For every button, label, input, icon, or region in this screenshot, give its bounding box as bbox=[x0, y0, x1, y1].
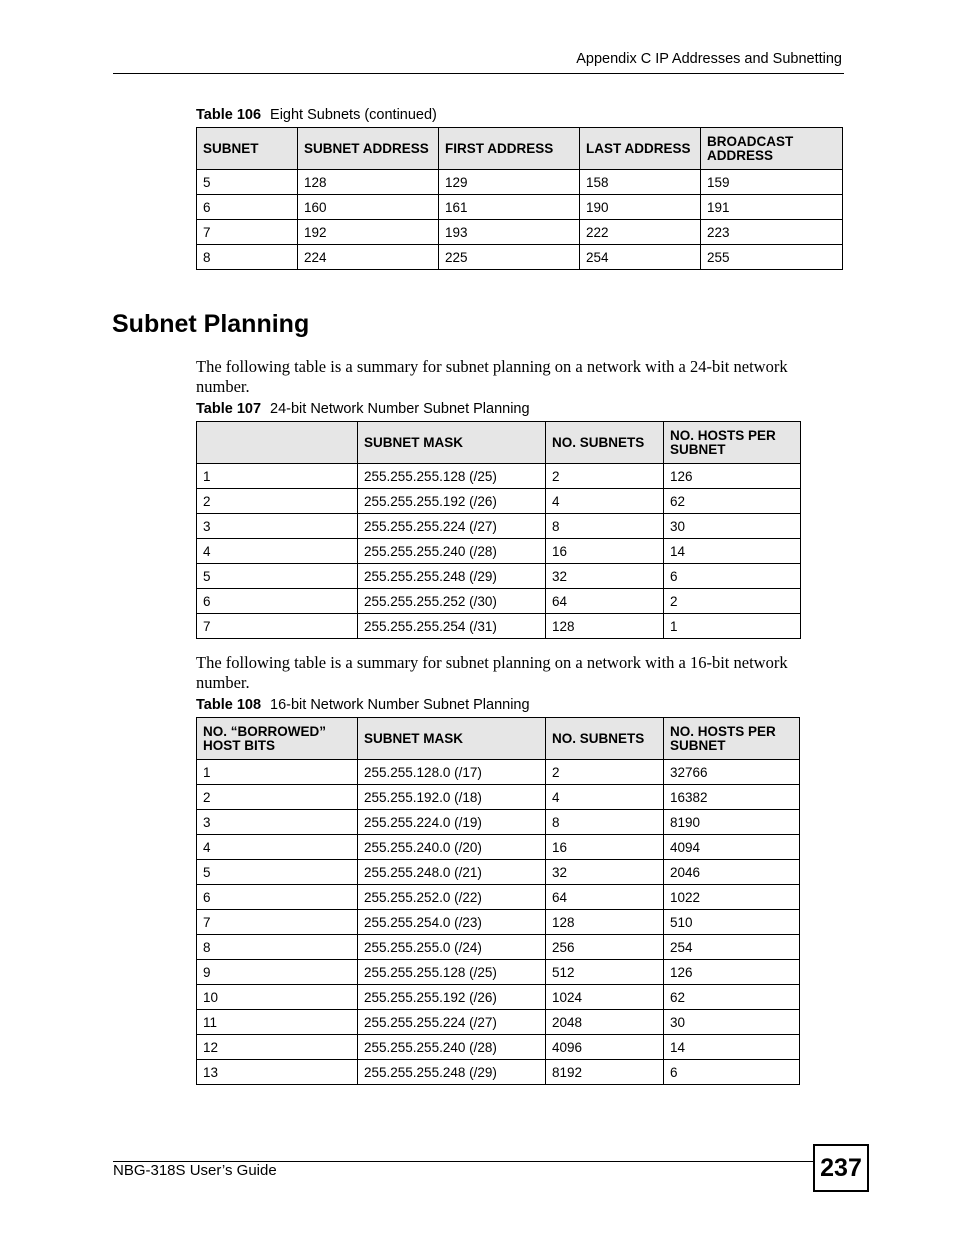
header-divider bbox=[113, 73, 844, 74]
table-cell: 128 bbox=[546, 614, 664, 639]
table-cell: 191 bbox=[701, 195, 843, 220]
table-cell: 192 bbox=[298, 220, 439, 245]
table-106 bbox=[196, 127, 843, 270]
table-cell: 2 bbox=[197, 489, 358, 514]
table-cell: 14 bbox=[664, 539, 801, 564]
paragraph-24bit: The following table is a summary for subnet planning on a network with a 24-bit network number. bbox=[196, 357, 788, 396]
table-cell: 5 bbox=[197, 860, 358, 885]
table-row bbox=[197, 614, 801, 639]
table-row bbox=[197, 464, 801, 489]
table-cell: 128 bbox=[546, 910, 664, 935]
page-number: 237 bbox=[813, 1144, 869, 1192]
table-cell: 126 bbox=[664, 464, 801, 489]
table-cell: 255.255.128.0 (/17) bbox=[358, 760, 546, 785]
table-107-caption bbox=[196, 401, 530, 417]
table-107-header: NO. SUBNETS bbox=[546, 422, 664, 464]
table-cell: 30 bbox=[664, 514, 801, 539]
table-cell: 190 bbox=[580, 195, 701, 220]
table-107-title: 24-bit Network Number Subnet Planning bbox=[270, 401, 530, 417]
table-cell: 255.255.255.248 (/29) bbox=[358, 1060, 546, 1085]
table-row bbox=[197, 785, 800, 810]
table-cell: 9 bbox=[197, 960, 358, 985]
table-cell: 8 bbox=[197, 245, 298, 270]
table-108 bbox=[196, 717, 800, 1085]
table-cell: 129 bbox=[439, 170, 580, 195]
table-row bbox=[197, 514, 801, 539]
table-row bbox=[197, 220, 843, 245]
table-cell: 10 bbox=[197, 985, 358, 1010]
table-cell: 126 bbox=[664, 960, 800, 985]
table-cell: 64 bbox=[546, 885, 664, 910]
table-108-caption bbox=[196, 697, 530, 713]
table-cell: 16382 bbox=[664, 785, 800, 810]
table-107-header: SUBNET MASK bbox=[358, 422, 546, 464]
table-cell: 254 bbox=[580, 245, 701, 270]
table-cell: 8190 bbox=[664, 810, 800, 835]
table-cell: 2 bbox=[197, 785, 358, 810]
table-cell: 4 bbox=[546, 785, 664, 810]
table-cell: 1024 bbox=[546, 985, 664, 1010]
table-108-label: Table 108 bbox=[196, 697, 262, 713]
table-cell: 1022 bbox=[664, 885, 800, 910]
table-cell: 12 bbox=[197, 1035, 358, 1060]
table-cell: 159 bbox=[701, 170, 843, 195]
table-cell: 1 bbox=[197, 760, 358, 785]
table-cell: 2046 bbox=[664, 860, 800, 885]
table-cell: 255 bbox=[701, 245, 843, 270]
table-cell: 5 bbox=[197, 170, 298, 195]
table-cell: 16 bbox=[546, 539, 664, 564]
table-cell: 6 bbox=[664, 564, 801, 589]
table-row bbox=[197, 170, 843, 195]
table-cell: 225 bbox=[439, 245, 580, 270]
table-cell: 4096 bbox=[546, 1035, 664, 1060]
table-row bbox=[197, 1060, 800, 1085]
table-cell: 255.255.255.240 (/28) bbox=[358, 1035, 546, 1060]
table-108-header: NO. SUBNETS bbox=[546, 718, 664, 760]
table-106-header: FIRST ADDRESS bbox=[439, 128, 580, 170]
table-cell: 7 bbox=[197, 220, 298, 245]
table-cell: 6 bbox=[197, 195, 298, 220]
table-cell: 255.255.252.0 (/22) bbox=[358, 885, 546, 910]
table-106-header: SUBNET ADDRESS bbox=[298, 128, 439, 170]
table-cell: 255.255.255.0 (/24) bbox=[358, 935, 546, 960]
table-108-header: NO. “BORROWED” HOST BITS bbox=[197, 718, 358, 760]
table-row bbox=[197, 760, 800, 785]
table-cell: 255.255.255.252 (/30) bbox=[358, 589, 546, 614]
table-cell: 64 bbox=[546, 589, 664, 614]
table-cell: 255.255.192.0 (/18) bbox=[358, 785, 546, 810]
table-108-title: 16-bit Network Number Subnet Planning bbox=[270, 697, 530, 713]
table-cell: 3 bbox=[197, 514, 358, 539]
table-cell: 11 bbox=[197, 1010, 358, 1035]
table-cell: 4 bbox=[197, 835, 358, 860]
table-107-label: Table 107 bbox=[196, 401, 262, 417]
table-cell: 4094 bbox=[664, 835, 800, 860]
table-cell: 158 bbox=[580, 170, 701, 195]
table-row bbox=[197, 985, 800, 1010]
table-cell: 255.255.255.248 (/29) bbox=[358, 564, 546, 589]
table-cell: 30 bbox=[664, 1010, 800, 1035]
table-108-header: NO. HOSTS PER SUBNET bbox=[664, 718, 800, 760]
table-cell: 254 bbox=[664, 935, 800, 960]
table-row bbox=[197, 935, 800, 960]
table-cell: 5 bbox=[197, 564, 358, 589]
table-cell: 32 bbox=[546, 860, 664, 885]
table-cell: 255.255.240.0 (/20) bbox=[358, 835, 546, 860]
table-row bbox=[197, 810, 800, 835]
table-cell: 255.255.255.224 (/27) bbox=[358, 1010, 546, 1035]
table-cell: 62 bbox=[664, 985, 800, 1010]
table-cell: 160 bbox=[298, 195, 439, 220]
table-row bbox=[197, 539, 801, 564]
table-row bbox=[197, 860, 800, 885]
table-cell: 161 bbox=[439, 195, 580, 220]
table-row bbox=[197, 195, 843, 220]
table-cell: 255.255.255.128 (/25) bbox=[358, 960, 546, 985]
table-cell: 13 bbox=[197, 1060, 358, 1085]
table-cell: 8 bbox=[546, 514, 664, 539]
table-cell: 1 bbox=[664, 614, 801, 639]
table-cell: 512 bbox=[546, 960, 664, 985]
running-header: Appendix C IP Addresses and Subnetting bbox=[576, 51, 842, 67]
table-cell: 4 bbox=[546, 489, 664, 514]
table-cell: 193 bbox=[439, 220, 580, 245]
table-cell: 255.255.255.254 (/31) bbox=[358, 614, 546, 639]
table-cell: 224 bbox=[298, 245, 439, 270]
table-cell: 2 bbox=[664, 589, 801, 614]
table-cell: 6 bbox=[197, 885, 358, 910]
table-108-header-row bbox=[197, 718, 800, 760]
table-106-label: Table 106 bbox=[196, 107, 262, 123]
table-cell: 255.255.224.0 (/19) bbox=[358, 810, 546, 835]
table-row bbox=[197, 589, 801, 614]
table-cell: 32 bbox=[546, 564, 664, 589]
table-cell: 7 bbox=[197, 910, 358, 935]
table-row bbox=[197, 489, 801, 514]
table-cell: 3 bbox=[197, 810, 358, 835]
table-cell: 2048 bbox=[546, 1010, 664, 1035]
table-cell: 510 bbox=[664, 910, 800, 935]
table-cell: 2 bbox=[546, 464, 664, 489]
table-row bbox=[197, 1010, 800, 1035]
table-cell: 8 bbox=[546, 810, 664, 835]
section-title: Subnet Planning bbox=[112, 310, 310, 338]
paragraph-16bit: The following table is a summary for subnet planning on a network with a 16-bit network number. bbox=[196, 653, 788, 692]
table-cell: 255.255.255.240 (/28) bbox=[358, 539, 546, 564]
table-cell: 255.255.255.192 (/26) bbox=[358, 489, 546, 514]
table-106-header: LAST ADDRESS bbox=[580, 128, 701, 170]
table-cell: 255.255.248.0 (/21) bbox=[358, 860, 546, 885]
table-cell: 4 bbox=[197, 539, 358, 564]
table-cell: 256 bbox=[546, 935, 664, 960]
table-row bbox=[197, 1035, 800, 1060]
table-107 bbox=[196, 421, 801, 639]
table-cell: 8 bbox=[197, 935, 358, 960]
table-107-header-row bbox=[197, 422, 801, 464]
table-108-header: SUBNET MASK bbox=[358, 718, 546, 760]
table-106-caption bbox=[196, 107, 437, 123]
table-row bbox=[197, 245, 843, 270]
table-106-title: Eight Subnets (continued) bbox=[270, 107, 437, 123]
table-cell: 255.255.255.224 (/27) bbox=[358, 514, 546, 539]
table-cell: 8192 bbox=[546, 1060, 664, 1085]
table-107-header: NO. HOSTS PER SUBNET bbox=[664, 422, 801, 464]
table-cell: 6 bbox=[664, 1060, 800, 1085]
table-cell: 62 bbox=[664, 489, 801, 514]
table-cell: 255.255.255.128 (/25) bbox=[358, 464, 546, 489]
table-cell: 7 bbox=[197, 614, 358, 639]
table-row bbox=[197, 835, 800, 860]
table-cell: 16 bbox=[546, 835, 664, 860]
table-cell: 222 bbox=[580, 220, 701, 245]
table-cell: 6 bbox=[197, 589, 358, 614]
table-row bbox=[197, 564, 801, 589]
table-107-header bbox=[197, 422, 358, 464]
table-cell: 223 bbox=[701, 220, 843, 245]
table-cell: 2 bbox=[546, 760, 664, 785]
table-cell: 128 bbox=[298, 170, 439, 195]
table-row bbox=[197, 910, 800, 935]
table-106-header: SUBNET bbox=[197, 128, 298, 170]
table-row bbox=[197, 885, 800, 910]
table-cell: 255.255.254.0 (/23) bbox=[358, 910, 546, 935]
table-106-header-row bbox=[197, 128, 843, 170]
table-106-header: BROADCAST ADDRESS bbox=[701, 128, 843, 170]
table-cell: 1 bbox=[197, 464, 358, 489]
table-cell: 32766 bbox=[664, 760, 800, 785]
table-cell: 14 bbox=[664, 1035, 800, 1060]
table-cell: 255.255.255.192 (/26) bbox=[358, 985, 546, 1010]
table-row bbox=[197, 960, 800, 985]
guide-title: NBG-318S User’s Guide bbox=[113, 1162, 277, 1179]
